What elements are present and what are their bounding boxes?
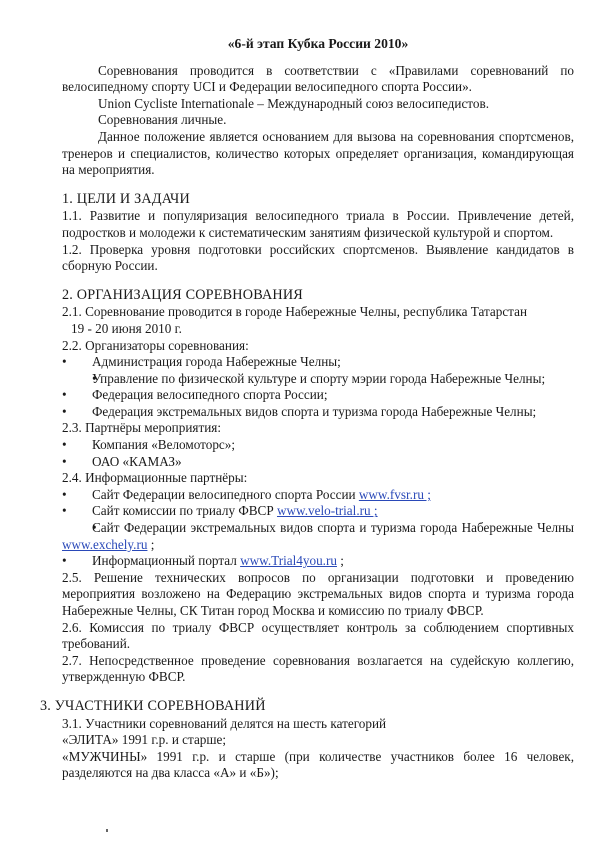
- scan-speck: [106, 829, 108, 832]
- section-2-3: 2.3. Партнёры мероприятия:: [62, 420, 222, 436]
- info-partner-text: Сайт Федерации экстремальных видов спорта и туризма города Набережные Челны: [92, 520, 574, 536]
- intro-paragraph-basis: Данное положение является основанием для вызова на соревнования спортсменов, тренеров и специалистов, количество которых определяет организация, командирующая на мероприятия.: [62, 128, 574, 178]
- info-partner-item: [62, 553, 574, 570]
- section-2-2: 2.2. Организаторы соревнования:: [62, 337, 249, 353]
- intro-paragraph-personal: Соревнования личные.: [98, 112, 227, 128]
- section-1-1: 1.1. Развитие и популяризация велосипедного триала в России. Привлечение детей, подростков и молодежи к систематическим занятиям физической культурой и спортом.: [62, 208, 574, 240]
- info-partner-tail: ;: [336, 553, 344, 569]
- category-elite: «ЭЛИТА» 1991 г.р. и старше;: [62, 732, 227, 748]
- partner-item: • Компания «Веломоторс»;: [62, 437, 574, 454]
- document-title: «6-й этап Кубка России 2010»: [227, 36, 409, 51]
- section-1-heading: 1. ЦЕЛИ И ЗАДАЧИ: [62, 190, 190, 207]
- section-2-4: 2.4. Информационные партнёры:: [62, 470, 248, 486]
- section-1-2: 1.2. Проверка уровня подготовки российских спортсменов. Выявление кандидатов в сборную России.: [62, 241, 574, 274]
- exchely-link[interactable]: www.exchely.ru: [62, 536, 148, 552]
- organizer-item: • Федерация экстремальных видов спорта и туризма города Набережные Челны;: [62, 404, 574, 421]
- organizer-item: • Управление по физической культуре и спорту мэрии города Набережные Челны;: [62, 371, 574, 388]
- info-partner-item: [62, 520, 574, 553]
- info-partner-item: [62, 487, 574, 504]
- section-3-1: 3.1. Участники соревнований делятся на шесть категорий: [62, 715, 387, 731]
- intro-paragraph-rules: Соревнования проводится в соответствии с «Правилами соревнований по велосипедному спорту UCI и Федерации велосипедного спорта России».: [62, 62, 574, 95]
- category-men: «МУЖЧИНЫ» 1991 г.р. и старше (при количестве участников более 16 человек, разделяются на два класса «А» и «Б»);: [62, 748, 574, 781]
- section-2-heading: 2. ОРГАНИЗАЦИЯ СОРЕВНОВАНИЯ: [62, 286, 303, 303]
- intro-paragraph-uci: Union Cycliste Internationale – Международный союз велосипедистов.: [98, 95, 490, 111]
- section-2-5: 2.5. Решение технических вопросов по организации подготовки и проведению мероприятия возложено на Федерацию экстремальных видов спорта и туризма города Набережные Челны, СК Титан город Москва и комиссию по триалу ФВСР.: [62, 569, 574, 618]
- info-partner-text: Сайт комиссии по триалу ФВСР: [92, 503, 277, 519]
- section-2-7: 2.7. Непосредственное проведение соревнования возлагается на судейскую коллегию, утвержденную ФВСР.: [62, 652, 574, 685]
- section-2-1-dates: 19 - 20 июня 2010 г.: [71, 320, 182, 336]
- info-partner-item: [62, 503, 574, 520]
- section-2-1: 2.1. Соревнование проводится в городе Набережные Челны, республика Татарстан: [62, 304, 528, 320]
- partner-item: • ОАО «КАМАЗ»: [62, 454, 574, 471]
- velo-trial-link[interactable]: www.velo-trial.ru ;: [276, 503, 378, 519]
- fvsr-link[interactable]: www.fvsr.ru ;: [358, 486, 431, 502]
- trial4you-link[interactable]: www.Trial4you.ru: [240, 553, 337, 569]
- section-3-heading: 3. УЧАСТНИКИ СОРЕВНОВАНИЙ: [40, 697, 266, 714]
- info-partner-text: Информационный портал: [92, 553, 241, 569]
- organizer-item: • Администрация города Набережные Челны;: [62, 354, 574, 371]
- section-2-6: 2.6. Комиссия по триалу ФВСР осуществляет контроль за соблюдением спортивных требований.: [62, 619, 574, 652]
- info-partner-text: Сайт Федерации велосипедного спорта России: [92, 486, 359, 502]
- info-partner-tail: ;: [147, 536, 155, 552]
- organizer-item: • Федерация велосипедного спорта России;: [62, 387, 574, 404]
